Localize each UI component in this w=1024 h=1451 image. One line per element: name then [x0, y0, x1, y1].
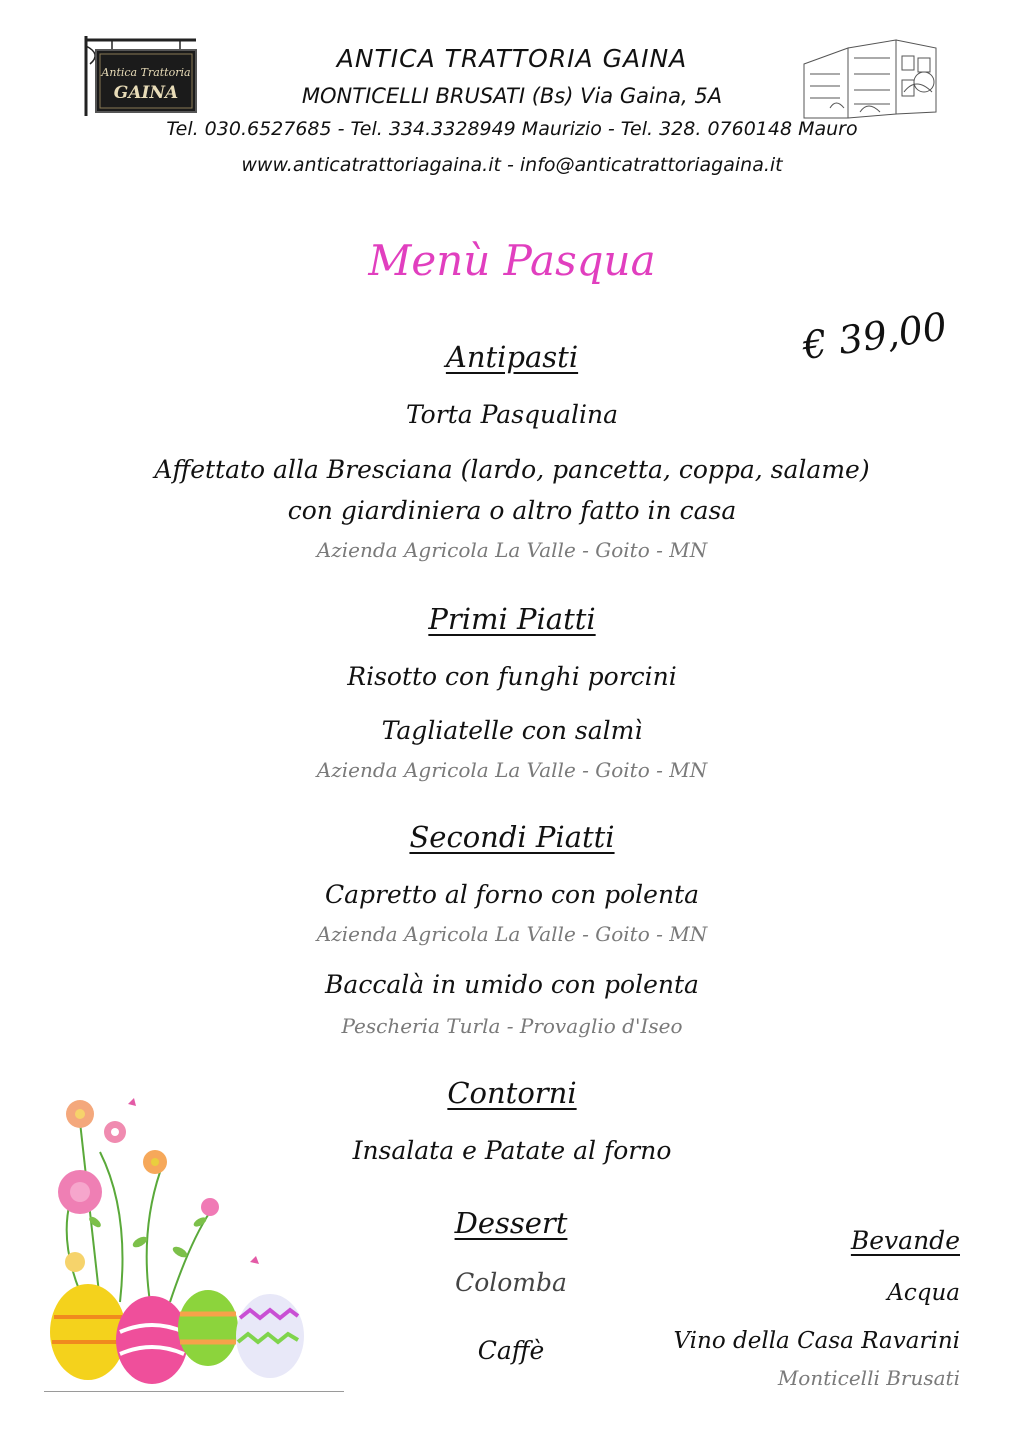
section-title-contorni: Contorni — [447, 1076, 577, 1110]
section-title-primi: Primi Piatti — [428, 602, 596, 636]
secondi-source-2: Pescheria Turla - Provaglio d'Iseo — [341, 1014, 683, 1038]
section-title-bevande: Bevande — [850, 1226, 960, 1255]
secondi-item-2: Baccalà in umido con polenta — [325, 970, 699, 999]
menu-title: Menù Pasqua — [368, 236, 656, 285]
section-title-dessert: Dessert — [454, 1206, 568, 1240]
secondi-item-1: Capretto al forno con polenta — [324, 880, 700, 909]
antipasti-item-2a: Affettato alla Bresciana (lardo, pancetta, coppa, salame) — [154, 455, 870, 484]
easter-eggs-flowers-decoration — [40, 1092, 346, 1402]
antipasti-item-2b: con giardiniera o altro fatto in casa — [287, 496, 737, 525]
primi-item-2: Tagliatelle con salmì — [381, 716, 643, 745]
dessert-item-2: Caffè — [477, 1336, 545, 1365]
logo-text-line2: GAINA — [113, 83, 179, 103]
contorni-item-1: Insalata e Patate al forno — [352, 1136, 672, 1165]
bevande-item-1: Acqua — [887, 1280, 960, 1306]
antipasti-source: Azienda Agricola La Valle - Goito - MN — [316, 538, 708, 562]
decoration-divider — [44, 1391, 344, 1392]
restaurant-name: ANTICA TRATTORIA GAINA — [336, 44, 688, 73]
restaurant-web-email[interactable]: www.anticatrattoriagaina.it - info@anticatrattoriagaina.it — [241, 154, 783, 176]
primi-source: Azienda Agricola La Valle - Goito - MN — [316, 758, 708, 782]
bevande-item-2: Vino della Casa Ravarini — [673, 1328, 960, 1354]
restaurant-address: MONTICELLI BRUSATI (Bs) Via Gaina, 5A — [301, 84, 723, 108]
menu-price: € 39,00 — [799, 304, 950, 368]
antipasti-item-1: Torta Pasqualina — [405, 400, 619, 429]
restaurant-phones: Tel. 030.6527685 - Tel. 334.3328949 Maurizio - Tel. 328. 0760148 Mauro — [166, 118, 858, 140]
logo-text-line1: Antica Trattoria — [101, 66, 191, 79]
bevande-source: Monticelli Brusati — [777, 1366, 960, 1390]
dessert-item-1: Colomba — [455, 1268, 567, 1297]
primi-item-1: Risotto con funghi porcini — [347, 662, 677, 691]
secondi-source-1: Azienda Agricola La Valle - Goito - MN — [316, 922, 708, 946]
section-title-antipasti: Antipasti — [445, 340, 579, 374]
section-title-secondi: Secondi Piatti — [409, 820, 615, 854]
